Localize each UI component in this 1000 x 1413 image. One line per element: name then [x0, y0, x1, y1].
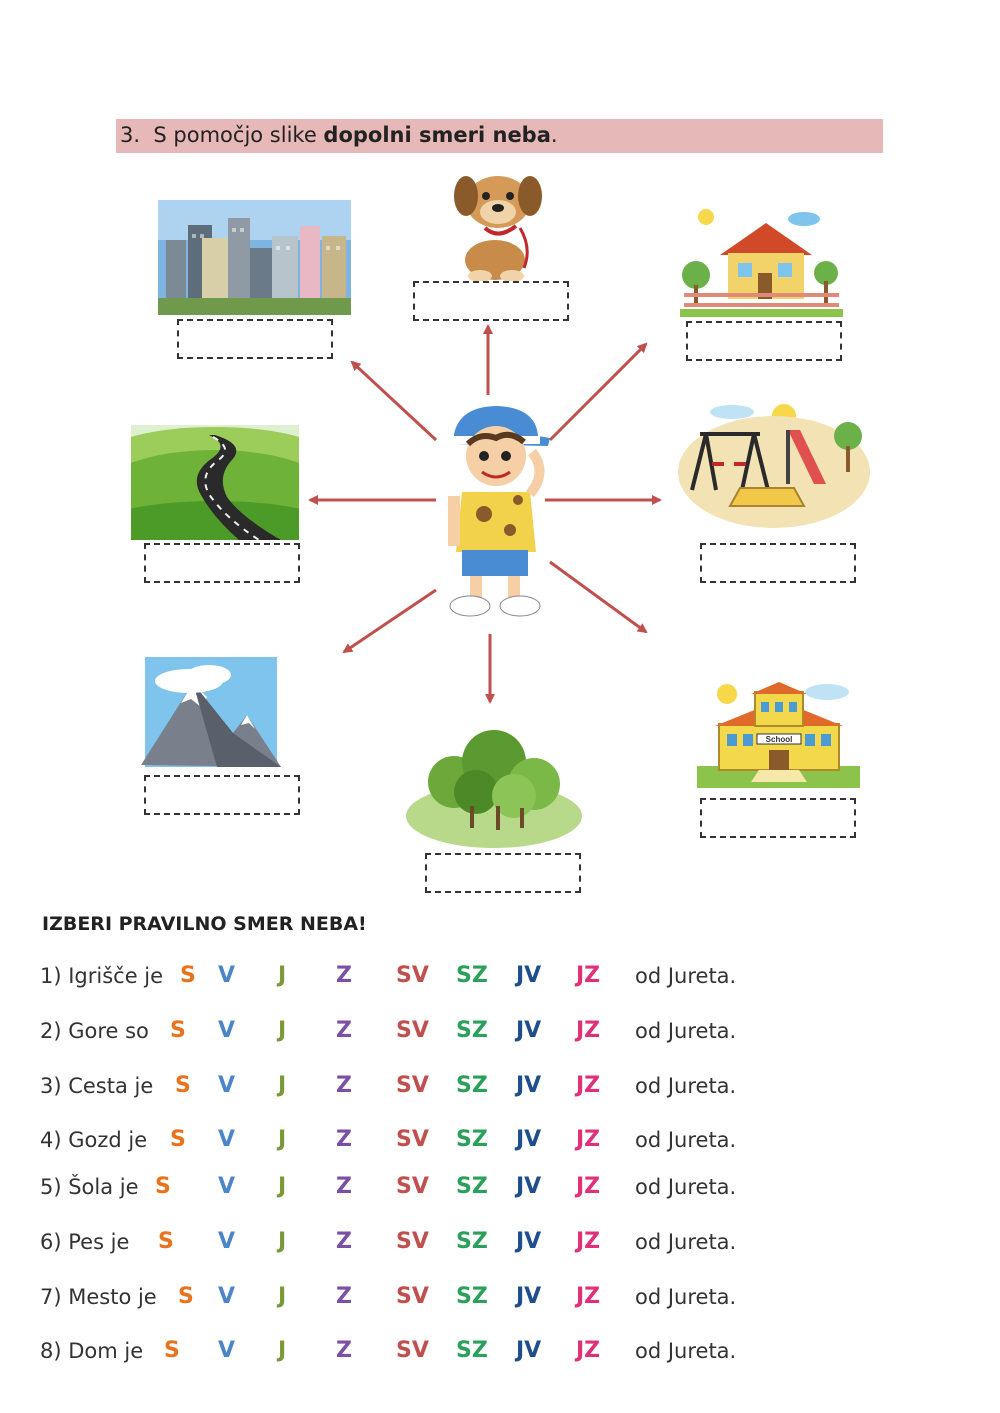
- option-z[interactable]: Z: [336, 1073, 352, 1098]
- option-v[interactable]: V: [218, 1073, 236, 1098]
- option-j[interactable]: J: [278, 963, 287, 988]
- answer-box-northwest[interactable]: [177, 319, 333, 359]
- option-sz[interactable]: SZ: [456, 1127, 488, 1152]
- exercise-title: IZBERI PRAVILNO SMER NEBA!: [42, 913, 367, 935]
- question-suffix: od Jureta.: [635, 1074, 737, 1098]
- option-jv[interactable]: JV: [516, 1018, 542, 1043]
- option-jz[interactable]: JZ: [576, 1073, 601, 1098]
- option-sz[interactable]: SZ: [456, 1284, 488, 1309]
- question-label: 8) Dom je: [40, 1339, 144, 1363]
- option-jz[interactable]: JZ: [576, 963, 601, 988]
- question-suffix: od Jureta.: [635, 1128, 737, 1152]
- option-s[interactable]: S: [178, 1284, 194, 1309]
- boy-picture: [440, 402, 550, 620]
- option-jv[interactable]: JV: [516, 1073, 542, 1098]
- option-j[interactable]: J: [278, 1127, 287, 1152]
- option-j[interactable]: J: [278, 1174, 287, 1199]
- option-sv[interactable]: SV: [396, 1284, 429, 1309]
- option-s[interactable]: S: [175, 1073, 191, 1098]
- question-suffix: od Jureta.: [635, 964, 737, 988]
- option-sz[interactable]: SZ: [456, 1229, 488, 1254]
- answer-box-south[interactable]: [425, 853, 581, 893]
- option-j[interactable]: J: [278, 1284, 287, 1309]
- option-v[interactable]: V: [218, 1229, 236, 1254]
- option-z[interactable]: Z: [336, 1127, 352, 1152]
- question-label: 2) Gore so: [40, 1019, 149, 1043]
- option-jz[interactable]: JZ: [576, 1338, 601, 1363]
- question-label: 4) Gozd je: [40, 1128, 148, 1152]
- option-sv[interactable]: SV: [396, 1338, 429, 1363]
- arrow-southwest: [344, 590, 436, 652]
- option-sv[interactable]: SV: [396, 1174, 429, 1199]
- arrow-southeast: [550, 562, 646, 632]
- arrow-northeast: [550, 344, 646, 440]
- task-instruction: 3. S pomočjo slike dopolni smeri neba.: [120, 123, 558, 147]
- option-sz[interactable]: SZ: [456, 1174, 488, 1199]
- answer-box-north[interactable]: [413, 281, 569, 321]
- option-sz[interactable]: SZ: [456, 1018, 488, 1043]
- school-sign: School: [765, 735, 793, 744]
- option-jv[interactable]: JV: [516, 1338, 542, 1363]
- option-sz[interactable]: SZ: [456, 1073, 488, 1098]
- option-s[interactable]: S: [155, 1174, 171, 1199]
- option-jz[interactable]: JZ: [576, 1127, 601, 1152]
- question-label: 1) Igrišče je: [40, 964, 164, 988]
- option-s[interactable]: S: [170, 1127, 186, 1152]
- option-sz[interactable]: SZ: [456, 1338, 488, 1363]
- option-sv[interactable]: SV: [396, 1229, 429, 1254]
- answer-box-east[interactable]: [700, 543, 856, 583]
- option-v[interactable]: V: [218, 1127, 236, 1152]
- option-jv[interactable]: JV: [516, 1127, 542, 1152]
- option-j[interactable]: J: [278, 1229, 287, 1254]
- option-s[interactable]: S: [170, 1018, 186, 1043]
- option-sv[interactable]: SV: [396, 1073, 429, 1098]
- question-label: 6) Pes je: [40, 1230, 130, 1254]
- answer-box-southeast[interactable]: [700, 798, 856, 838]
- option-s[interactable]: S: [180, 963, 196, 988]
- option-sv[interactable]: SV: [396, 1127, 429, 1152]
- playground-picture: [676, 400, 871, 535]
- option-v[interactable]: V: [218, 963, 236, 988]
- question-label: 3) Cesta je: [40, 1074, 154, 1098]
- option-jz[interactable]: JZ: [576, 1284, 601, 1309]
- option-jv[interactable]: JV: [516, 1229, 542, 1254]
- option-sv[interactable]: SV: [396, 963, 429, 988]
- answer-box-southwest[interactable]: [144, 775, 300, 815]
- option-v[interactable]: V: [218, 1338, 236, 1363]
- option-z[interactable]: Z: [336, 1229, 352, 1254]
- option-z[interactable]: Z: [336, 963, 352, 988]
- option-jz[interactable]: JZ: [576, 1018, 601, 1043]
- option-jv[interactable]: JV: [516, 963, 542, 988]
- mountains-picture: [137, 657, 285, 772]
- option-v[interactable]: V: [218, 1018, 236, 1043]
- option-z[interactable]: Z: [336, 1284, 352, 1309]
- option-jv[interactable]: JV: [516, 1284, 542, 1309]
- option-j[interactable]: J: [278, 1018, 287, 1043]
- question-suffix: od Jureta.: [635, 1175, 737, 1199]
- arrow-northwest: [352, 362, 436, 440]
- dog-picture: [440, 168, 550, 283]
- option-z[interactable]: Z: [336, 1338, 352, 1363]
- road-picture: [131, 425, 299, 540]
- answer-box-west[interactable]: [144, 543, 300, 583]
- option-jv[interactable]: JV: [516, 1174, 542, 1199]
- option-sz[interactable]: SZ: [456, 963, 488, 988]
- option-z[interactable]: Z: [336, 1018, 352, 1043]
- option-v[interactable]: V: [218, 1174, 236, 1199]
- question-suffix: od Jureta.: [635, 1230, 737, 1254]
- house-picture: [680, 205, 843, 317]
- option-j[interactable]: J: [278, 1338, 287, 1363]
- city-skyline-picture: [158, 200, 351, 315]
- option-z[interactable]: Z: [336, 1174, 352, 1199]
- option-s[interactable]: S: [164, 1338, 180, 1363]
- school-picture: [697, 678, 860, 788]
- answer-box-northeast[interactable]: [686, 321, 842, 361]
- question-suffix: od Jureta.: [635, 1285, 737, 1309]
- forest-picture: [404, 726, 584, 851]
- question-suffix: od Jureta.: [635, 1019, 737, 1043]
- question-label: 5) Šola je: [40, 1175, 139, 1199]
- option-sv[interactable]: SV: [396, 1018, 429, 1043]
- option-j[interactable]: J: [278, 1073, 287, 1098]
- option-s[interactable]: S: [158, 1229, 174, 1254]
- question-label: 7) Mesto je: [40, 1285, 157, 1309]
- question-suffix: od Jureta.: [635, 1339, 737, 1363]
- option-jz[interactable]: JZ: [576, 1174, 601, 1199]
- option-v[interactable]: V: [218, 1284, 236, 1309]
- option-jz[interactable]: JZ: [576, 1229, 601, 1254]
